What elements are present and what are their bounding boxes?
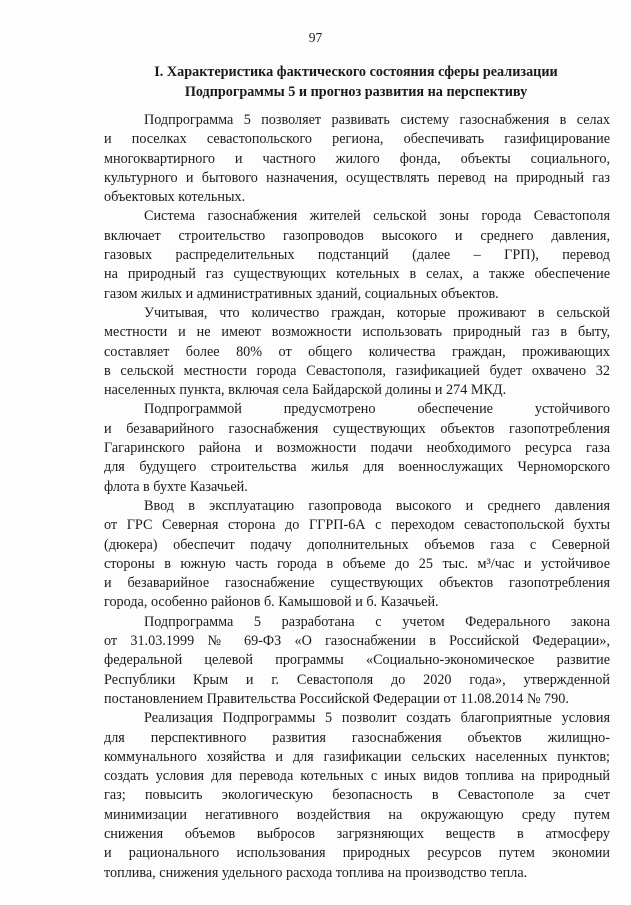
paragraph-line: культурного и бытового назначения, осуществлять перевод на природный газ <box>104 169 610 186</box>
paragraph-line: населенных пункта, включая села Байдарской долины и 274 МКД. <box>104 382 507 399</box>
paragraph-line: и безаварийное газоснабжение существующих объектов газопотребления <box>104 575 610 592</box>
paragraph-line: минимизации негативного воздействия на окружающую среду путем <box>104 806 610 823</box>
paragraph-line: составляет более 80% от общего количества граждан, проживающих <box>104 343 610 360</box>
page-number: 97 <box>308 30 323 45</box>
paragraph-line: (дюкера) обеспечит подачу дополнительных объемов газа с Северной <box>104 536 610 553</box>
paragraph-5 <box>104 497 610 613</box>
paragraph-line: газом жилых и административных зданий, социальных объектов. <box>104 285 499 302</box>
paragraph-2 <box>104 207 610 303</box>
paragraph-line: федеральной целевой программы «Социально-экономическое развитие <box>104 652 610 669</box>
paragraph-line: газовых распределительных подстанций (далее – ГРП), перевод <box>104 247 610 264</box>
paragraph-line: постановлением Правительства Российской Федерации от 11.08.2014 № 790. <box>104 690 569 707</box>
paragraph-7 <box>104 709 610 883</box>
paragraph-3 <box>104 304 610 400</box>
section-heading <box>100 62 612 102</box>
paragraph-line: на природный газ существующих котельных в селах, а также обеспечение <box>104 266 610 283</box>
paragraph-line: флота в бухте Казачьей. <box>104 478 248 495</box>
paragraph-line: Подпрограмма 5 разработана с учетом Федерального закона <box>144 613 610 630</box>
paragraph-line: Реализация Подпрограммы 5 позволит создать благоприятные условия <box>144 710 610 727</box>
paragraph-line: и безаварийного газоснабжения существующих объектов газопотребления <box>104 420 610 437</box>
paragraph-line: многоквартирного и частного жилого фонда, объекты социального, <box>104 150 610 167</box>
paragraph-line: стороны в южную часть города в объеме до 25 тыс. м³/час и устойчивое <box>104 555 610 572</box>
paragraph-line: объектовых котельных. <box>104 189 246 206</box>
section-heading-line-2: Подпрограммы 5 и прогноз развития на перспективу <box>184 84 528 100</box>
paragraph-4 <box>104 400 610 496</box>
paragraph-line: газ; повысить экологическую безопасность в Севастополе за счет <box>104 787 610 804</box>
paragraph-line: Подпрограмма 5 позволяет развивать систему газоснабжения в селах <box>144 112 610 128</box>
paragraph-1 <box>104 111 610 207</box>
paragraph-line: снижения объемов выбросов загрязняющих веществ в атмосферу <box>104 825 610 842</box>
paragraph-line: Подпрограммой предусмотрено обеспечение устойчивого <box>144 401 610 418</box>
paragraph-line: местности и не имеют возможности использовать природный газ в быту, <box>104 324 610 341</box>
paragraph-line: Гагаринского района и возможности подачи необходимого ресурса газа <box>104 440 610 457</box>
paragraph-line: коммунального хозяйства и для газификации сельских населенных пунктов; <box>104 748 610 765</box>
paragraph-line: Учитывая, что количество граждан, которые проживают в сельской <box>144 304 610 321</box>
paragraph-line: создать условия для перевода котельных с иных видов топлива на природный <box>104 768 610 785</box>
paragraph-line: топлива, снижения удельного расхода топлива на производство тепла. <box>104 864 528 881</box>
paragraph-line: и рационального использования природных ресурсов путем экономии <box>104 845 610 862</box>
paragraph-line: для перспективного развития газоснабжения объектов жилищно- <box>104 729 610 746</box>
paragraph-line: в сельской местности города Севастополя, газификацией будет охвачено 32 <box>104 362 610 379</box>
paragraph-line: Система газоснабжения жителей сельской зоны города Севастополя <box>144 208 610 225</box>
paragraph-line: для будущего строительства жилья для военнослужащих Черноморского <box>104 459 610 476</box>
paragraph-line: Республики Крым и г. Севастополя до 2020 года», утвержденной <box>104 671 610 688</box>
paragraph-line: и поселках севастопольского региона, обеспечивать газифицирование <box>104 131 610 148</box>
paragraph-line: от ГРС Северная сторона до ГГРП-6А с переходом севастопольской бухты <box>104 517 610 534</box>
section-heading-line-1: I. Характеристика фактического состояния сферы реализации <box>154 64 558 80</box>
paragraph-line: города, особенно районов б. Камышовой и б. Казачьей. <box>104 594 439 611</box>
paragraph-line: Ввод в эксплуатацию газопровода высокого и среднего давления <box>144 497 610 514</box>
paragraph-line: от 31.03.1999 № 69-ФЗ «О газоснабжении в Российской Федерации», <box>104 633 610 650</box>
body-text <box>104 111 610 883</box>
paragraph-6 <box>104 613 610 709</box>
paragraph-line: включает строительство газопроводов высокого и среднего давления, <box>104 227 610 244</box>
